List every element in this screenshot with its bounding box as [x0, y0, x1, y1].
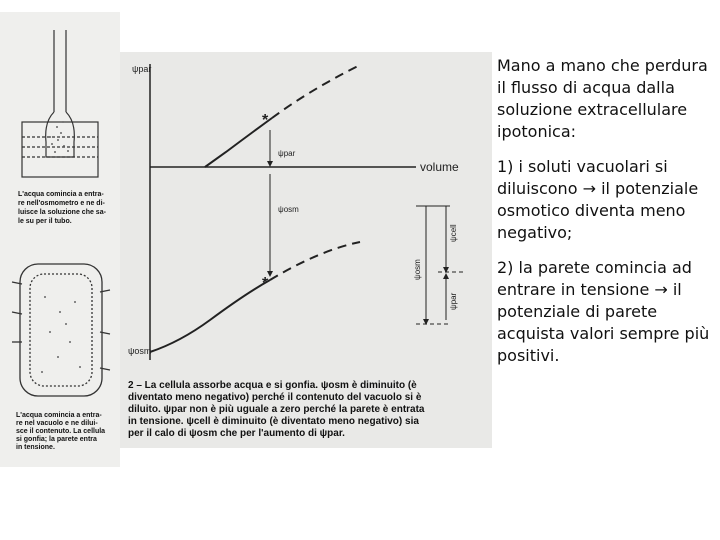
- y-axis-top-label: ψpar: [132, 64, 152, 74]
- cell-caption-line: in tensione.: [16, 444, 55, 451]
- point-1-paragraph: 1) i soluti vacuolari si diluiscono → il potenziale osmotico diventa meno negativo;: [497, 157, 699, 242]
- osmometer-and-cell-illustration: [0, 12, 120, 467]
- osmometer-illustration: [22, 30, 98, 177]
- cell-caption-line: si gonfia; la parete entra: [16, 436, 97, 443]
- point-2-paragraph: 2) la parete comincia ad entrare in tensione → il potenziale di parete acquista valori sempre più positivi.: [497, 258, 710, 365]
- cell-content-dots: [41, 296, 81, 373]
- cell-caption-line: re nel vacuolo e ne dilui-: [16, 420, 98, 427]
- diagram-caption-line: diventato meno negativo) perché il contenuto del vacuolo si è: [128, 392, 422, 403]
- diagram-caption-line: in tensione. ψcell è diminuito (è diventato meno negativo) sia: [128, 416, 419, 427]
- diagram-caption-line: 2 – La cellula assorbe acqua e si gonfia. ψosm è diminuito (è: [128, 380, 417, 391]
- osmometer-caption-line: re nell'osmometro e ne di-: [18, 200, 105, 207]
- potential-components-inset: [416, 206, 466, 324]
- cell-caption-line: L'acqua comincia a entra-: [16, 412, 102, 419]
- psi-osm-curve-label: ψosm: [278, 205, 299, 214]
- swollen-cell-illustration: [12, 264, 110, 396]
- y-axis-bottom-label: ψosm: [128, 346, 152, 356]
- psi-osm-curve: [150, 280, 270, 352]
- water-potential-diagram-scan: [120, 52, 492, 448]
- inset-psi-cell-label: ψcell: [449, 224, 458, 242]
- osmometer-caption-line: L'acqua comincia a entra-: [18, 191, 104, 198]
- psi-par-marker: *: [262, 112, 269, 129]
- intro-paragraph: Mano a mano che perdura il flusso di acqua dalla soluzione extracellulare ipotonica:: [497, 56, 708, 141]
- cell-caption-line: sce il contenuto. La cellula: [16, 428, 106, 435]
- osmometer-caption-line: le su per il tubo.: [18, 218, 72, 225]
- diagram-caption-line: diluito. ψpar non è più uguale a zero perché la parete è entrata: [128, 404, 425, 415]
- diagram-caption-line: per il calo di ψosm che per l'aumento di ψpar.: [128, 428, 345, 439]
- psi-osm-marker: *: [262, 275, 269, 292]
- left-figure-scan: [0, 12, 120, 467]
- x-axis-label: volume: [420, 160, 459, 174]
- psi-osm-curve-dashed: [270, 242, 360, 280]
- psi-par-curve-label: ψpar: [278, 149, 296, 158]
- inset-psi-par-label: ψpar: [449, 292, 458, 310]
- psi-par-curve-dashed: [272, 66, 358, 118]
- water-potential-diagram: [120, 52, 492, 448]
- osmometer-caption-line: luisce la soluzione che sa-: [18, 209, 106, 216]
- inset-psi-osm-label: ψosm: [413, 259, 422, 280]
- explanation-text: [497, 55, 712, 380]
